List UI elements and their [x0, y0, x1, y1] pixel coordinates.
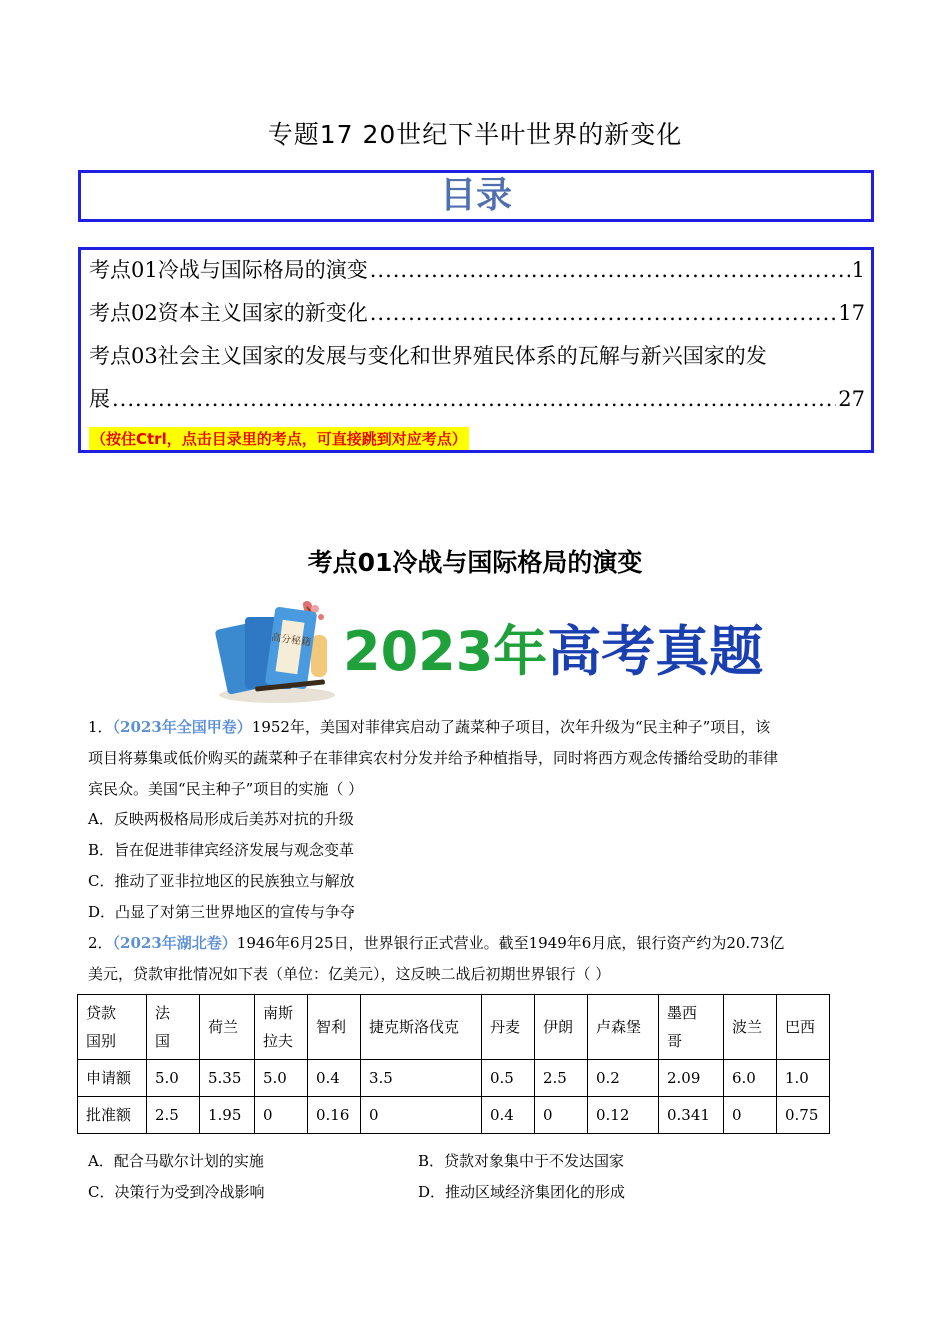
toc-entry-2[interactable]: [89, 293, 865, 333]
toc-entry-3-continued[interactable]: [89, 379, 865, 419]
toc-leader-dots: [112, 379, 836, 419]
option-c[interactable]: C．推动了亚非拉地区的民族独立与解放: [88, 872, 355, 890]
question-text: 项目将募集或低价购买的蔬菜种子在菲律宾农村分发并给予种植指导，同时将西方观念传播给受助的菲律: [88, 749, 779, 767]
table-cell: 5.0: [147, 1060, 200, 1097]
option-c[interactable]: C．决策行为受到冷战影响: [88, 1183, 265, 1201]
book-label-text: 高分秘籍: [270, 632, 312, 649]
toc-entry-label: 展: [89, 387, 110, 411]
table-cell: 0.4: [482, 1097, 535, 1134]
option-d[interactable]: D．推动区域经济集团化的形成: [418, 1183, 626, 1201]
table-header-cell: 丹麦: [482, 995, 535, 1060]
question-text: 1952年，美国对菲律宾启动了蔬菜种子项目，次年升级为“民主种子”项目，该: [251, 718, 771, 736]
table-header-cell: 南斯 拉夫: [255, 995, 308, 1060]
question-text: 1946年6月25日，世界银行正式营业。截至1949年6月底，银行资产约为20.73亿: [236, 934, 785, 952]
toc-entry-page: 1: [851, 258, 865, 282]
toc-leader-dots: [370, 293, 837, 333]
toc-entry-1[interactable]: [89, 250, 865, 290]
toc-entry-label: 考点03社会主义国家的发展与变化和世界殖民体系的瓦解与新兴国家的发: [89, 344, 767, 368]
toc-entry-page: 27: [838, 387, 865, 411]
table-header-cell: 波兰: [724, 995, 777, 1060]
section-title: 考点01冷战与国际格局的演变: [307, 548, 643, 577]
table-cell: 申请额: [78, 1060, 147, 1097]
table-row: [78, 1097, 830, 1134]
banner-year: 2023年: [343, 620, 548, 683]
table-cell: 0.2: [588, 1060, 659, 1097]
toc-hint: （按住Ctrl，点击目录里的考点，可直接跳到对应考点）: [89, 427, 469, 450]
books-illustration: [215, 595, 340, 705]
table-header-cell: 智利: [308, 995, 361, 1060]
question-2: [88, 928, 863, 990]
toc-entry-label: 考点02资本主义国家的新变化: [89, 301, 368, 325]
table-cell: 2.09: [659, 1060, 724, 1097]
table-cell: 0: [724, 1097, 777, 1134]
document-title: 专题17 20世纪下半叶世界的新变化: [267, 120, 683, 149]
table-cell: 3.5: [361, 1060, 482, 1097]
table-cell: 0: [255, 1097, 308, 1134]
table-header-cell: 贷款 国别: [78, 995, 147, 1060]
toc-entry-label: 考点01冷战与国际格局的演变: [89, 258, 368, 282]
table-cell: 0.75: [777, 1097, 830, 1134]
question-source: （2023年湖北卷）: [112, 934, 237, 952]
table-row: [78, 1060, 830, 1097]
banner-heading: [343, 609, 763, 686]
table-cell: 1.0: [777, 1060, 830, 1097]
toc-header: 目录: [78, 170, 874, 222]
table-header-cell: 伊朗: [535, 995, 588, 1060]
option-b[interactable]: B．贷款对象集中于不发达国家: [418, 1152, 625, 1170]
table-cell: 1.95: [200, 1097, 255, 1134]
question-text: 美元，贷款审批情况如下表（单位：亿美元），这反映二战后初期世界银行（ ）: [88, 965, 611, 983]
table-cell: 2.5: [535, 1060, 588, 1097]
toc-entry-page: 17: [838, 301, 865, 325]
option-a[interactable]: A．配合马歇尔计划的实施: [88, 1152, 264, 1170]
banner-title: 高考真题: [547, 620, 764, 683]
question-1: [88, 712, 863, 805]
question-text: 宾民众。美国“民主种子”项目的实施（ ）: [88, 780, 364, 798]
question-source: （2023年全国甲卷）: [112, 718, 252, 736]
table-cell: 0.5: [482, 1060, 535, 1097]
table-cell: 0.4: [308, 1060, 361, 1097]
toc-entry-3[interactable]: [89, 336, 865, 376]
table-header-row: [78, 995, 830, 1060]
table-header-cell: 巴西: [777, 995, 830, 1060]
option-a[interactable]: A．反映两极格局形成后美苏对抗的升级: [88, 810, 354, 828]
table-header-cell: 墨西 哥: [659, 995, 724, 1060]
table-cell: 5.0: [255, 1060, 308, 1097]
table-header-cell: 卢森堡: [588, 995, 659, 1060]
option-b[interactable]: B．旨在促进菲律宾经济发展与观念变革: [88, 841, 355, 859]
table-cell: 0.12: [588, 1097, 659, 1134]
table-header-cell: 荷兰: [200, 995, 255, 1060]
table-cell: 0: [535, 1097, 588, 1134]
table-cell: 0: [361, 1097, 482, 1134]
table-cell: 0.16: [308, 1097, 361, 1134]
table-header-cell: 法 国: [147, 995, 200, 1060]
table-cell: 5.35: [200, 1060, 255, 1097]
table-cell: 批准额: [78, 1097, 147, 1134]
toc-box: [78, 247, 874, 453]
table-cell: 2.5: [147, 1097, 200, 1134]
question-number: 1．: [88, 718, 113, 736]
option-d[interactable]: D．凸显了对第三世界地区的宣传与争夺: [88, 903, 356, 921]
table-header-cell: 捷克斯洛伐克: [361, 995, 482, 1060]
toc-leader-dots: [370, 250, 850, 290]
table-cell: 0.341: [659, 1097, 724, 1134]
loan-table: [77, 994, 830, 1134]
exam-banner: [215, 595, 764, 705]
table-cell: 6.0: [724, 1060, 777, 1097]
question-number: 2．: [88, 934, 113, 952]
